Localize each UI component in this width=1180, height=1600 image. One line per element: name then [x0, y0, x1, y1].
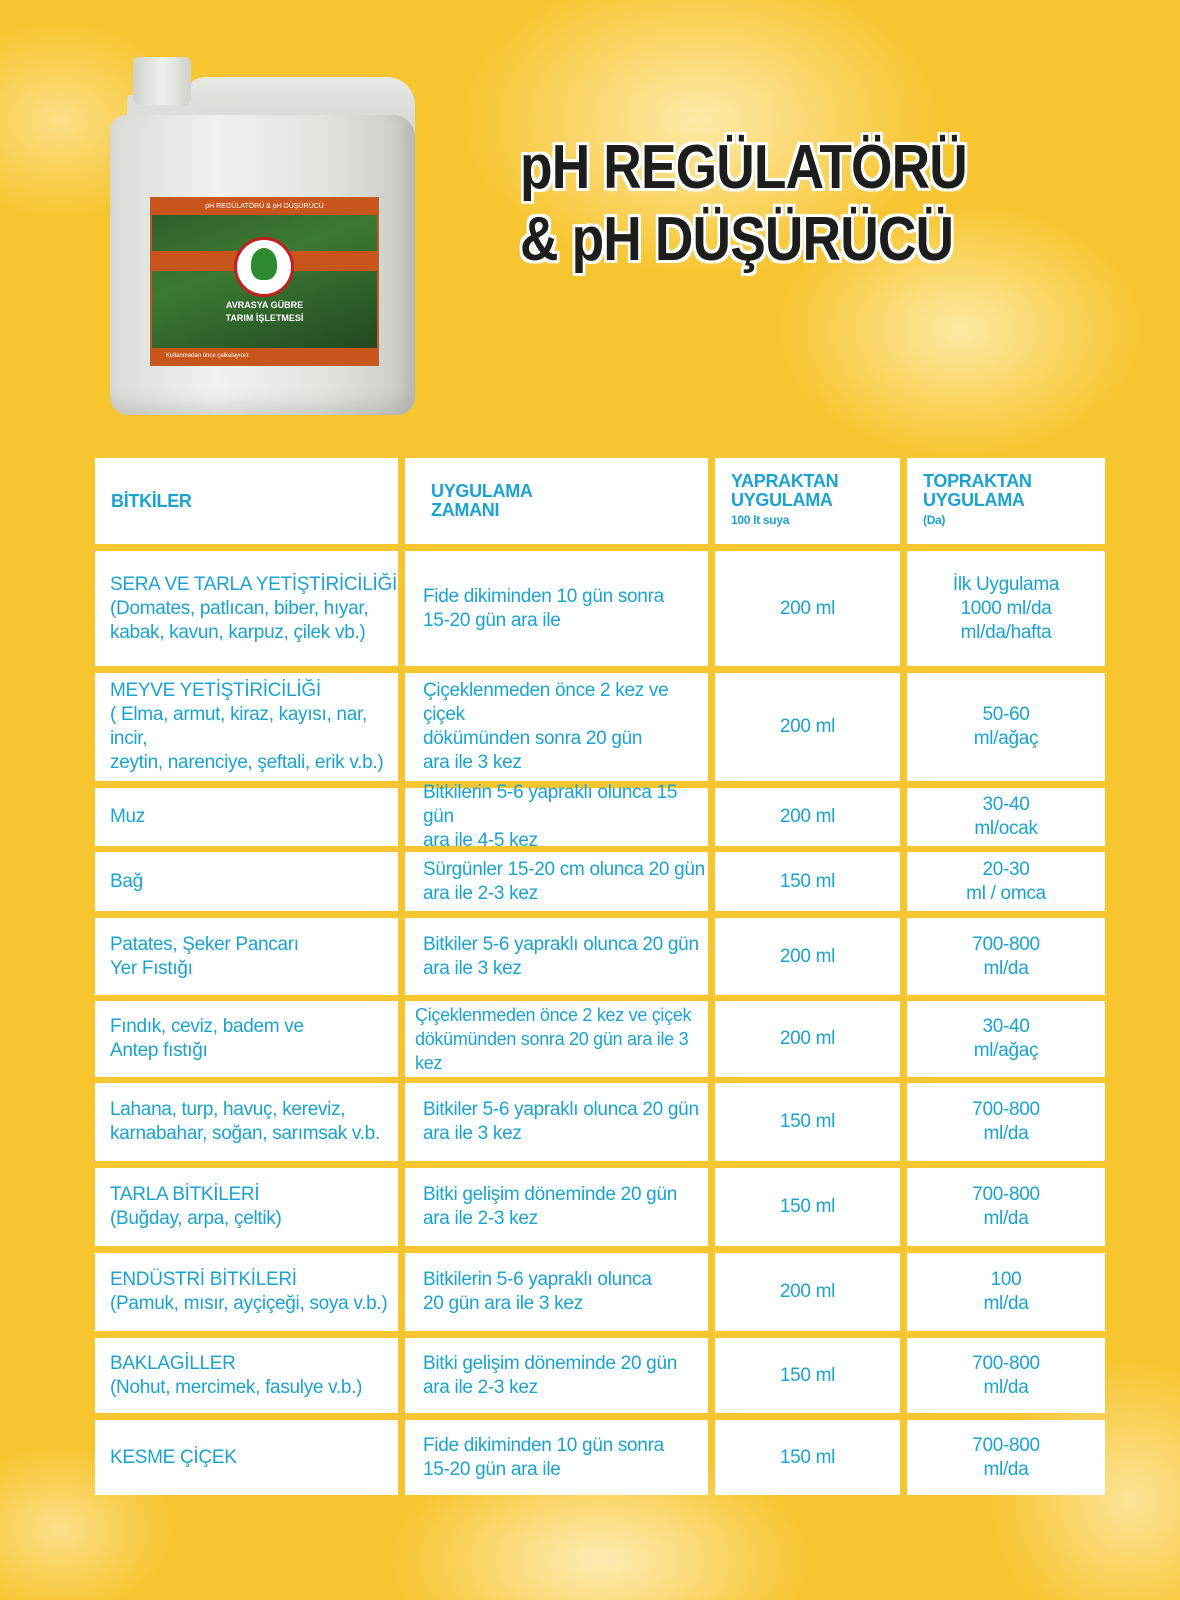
product-label [150, 197, 379, 366]
cell-plants-text: BAKLAGİLLER (Nohut, mercimek, fasulye v.b.) [110, 1352, 363, 1398]
product-jerrycan-image [105, 55, 425, 415]
cell-soil [907, 1420, 1105, 1495]
cell-timing [405, 551, 708, 666]
cell-foliar-text: 200 ml [779, 597, 836, 619]
cell-soil-text: 30-40 ml/ağaç [973, 1016, 1039, 1061]
cell-timing [405, 673, 708, 781]
cell-plants-text: Muz [110, 806, 145, 827]
cell-timing-text: Bitkiler 5-6 yapraklı olunca 20 gün ara ile 3 kez [423, 933, 699, 979]
title-line-1: pH REGÜLATÖRÜ [520, 133, 967, 202]
cell-timing-text: Bitkiler 5-6 yapraklı olunca 20 gün ara ile 3 kez [423, 1099, 699, 1144]
cell-soil-text: 30-40 ml/ocak [974, 794, 1038, 839]
cell-plants [95, 852, 398, 911]
table-row [95, 1168, 1105, 1246]
table-header-row [95, 458, 1105, 544]
cell-plants-text: Lahana, turp, havuç, kereviz, karnabahar, soğan, sarımsak v.b. [110, 1099, 380, 1144]
cell-plants [95, 918, 398, 995]
cell-plants-text: Fındık, ceviz, badem ve Antep fıstığı [110, 1016, 304, 1061]
header-timing: UYGULAMA ZAMANI [405, 458, 708, 544]
header-plants: BİTKİLER [95, 458, 398, 544]
title-line-2: & pH DÜŞÜRÜCÜ [520, 205, 954, 274]
cell-plants [95, 1338, 398, 1413]
cell-plants [95, 1420, 398, 1495]
page-title [520, 132, 1002, 276]
header-foliar-sub: 100 lt suya [731, 513, 790, 527]
cell-soil-text: 20-30 ml / omca [966, 858, 1046, 904]
cell-foliar [715, 1168, 900, 1246]
cell-timing [405, 852, 708, 911]
cell-foliar [715, 852, 900, 911]
cell-soil [907, 788, 1105, 846]
label-top-text: pH REGÜLATÖRÜ & pH DÜŞÜRÜCÜ [152, 199, 377, 215]
cell-timing [405, 1420, 708, 1495]
cell-timing-text: Bitki gelişim döneminde 20 gün ara ile 2-3 kez [423, 1352, 677, 1398]
cell-timing-text: Çiçeklenmeden önce 2 kez ve çiçek dökümünden sonra 20 gün ara ile 3 kez [415, 1005, 692, 1073]
table-row [95, 1001, 1105, 1077]
cell-timing-text: Sürgünler 15-20 cm olunca 20 gün ara ile 2-3 kez [423, 858, 705, 904]
cell-plants [95, 1001, 398, 1077]
cell-timing-text: Fide dikiminden 10 gün sonra 15-20 gün ara ile [423, 585, 664, 631]
cell-plants-text: Bağ [110, 870, 143, 892]
cell-timing-text: Çiçeklenmeden önce 2 kez ve çiçek dökümünden sonra 20 gün ara ile 3 kez [423, 680, 669, 773]
cell-soil-text: 700-800 ml/da [972, 1184, 1040, 1229]
cell-plants-text: TARLA BİTKİLERİ (Buğday, arpa, çeltik) [110, 1184, 282, 1229]
brand-logo-icon [234, 237, 294, 297]
cell-foliar [715, 551, 900, 666]
cell-soil [907, 1083, 1105, 1161]
table-row [95, 918, 1105, 995]
header-soil: TOPRAKTAN UYGULAMA (Da) [907, 458, 1105, 544]
table-row [95, 1420, 1105, 1495]
table-row [95, 1338, 1105, 1413]
label-brand-line1: AVRASYA GÜBRE [225, 300, 304, 310]
table-row [95, 782, 1105, 851]
label-brand-line2: TARIM İŞLETMESİ [225, 313, 304, 323]
cell-foliar [715, 1083, 900, 1161]
cell-foliar [715, 918, 900, 995]
cell-foliar [715, 1338, 900, 1413]
cell-soil [907, 852, 1105, 911]
cell-plants-text: ENDÜSTRİ BİTKİLERİ (Pamuk, mısır, ayçiçeği, soya v.b.) [110, 1269, 388, 1314]
cell-soil [907, 551, 1105, 666]
table-row [95, 852, 1105, 911]
cell-soil [907, 1168, 1105, 1246]
cell-plants [95, 551, 398, 666]
cell-soil-text: İlk Uygulama 1000 ml/da ml/da/hafta [952, 573, 1060, 643]
cell-foliar [715, 1420, 900, 1495]
cell-timing [405, 1001, 708, 1077]
cell-foliar [715, 788, 900, 846]
header-soil-sub: (Da) [923, 513, 946, 527]
cell-soil-text: 700-800 ml/da [972, 1099, 1040, 1144]
cell-plants-text: Patates, Şeker Pancarı Yer Fıstığı [110, 933, 299, 979]
cell-timing-text: Bitki gelişim döneminde 20 gün ara ile 2-3 kez [423, 1184, 677, 1229]
cell-foliar-text: 150 ml [779, 1111, 836, 1132]
cell-timing-text: Fide dikiminden 10 gün sonra 15-20 gün ara ile [423, 1434, 664, 1480]
cell-timing-text: Bitkilerin 5-6 yapraklı olunca 20 gün ara ile 3 kez [423, 1269, 652, 1314]
cell-soil-text: 50-60 ml/ağaç [973, 704, 1039, 749]
cell-foliar-text: 150 ml [779, 1446, 836, 1468]
cell-timing [405, 782, 708, 851]
cell-foliar-text: 200 ml [779, 1281, 836, 1302]
cell-timing [405, 1168, 708, 1246]
cell-plants-text: KESME ÇİÇEK [110, 1446, 237, 1468]
cell-plants [95, 1253, 398, 1331]
cell-foliar [715, 673, 900, 781]
cell-timing-text: Bitkilerin 5-6 yapraklı olunca 15 gün ara ile 4-5 kez [423, 782, 678, 851]
cell-foliar-text: 150 ml [779, 1196, 836, 1217]
cell-foliar-text: 200 ml [779, 1028, 836, 1049]
cell-plants-text: MEYVE YETİŞTİRİCİLİĞİ ( Elma, armut, kiraz, kayısı, nar, incir, zeytin, narenciye, şeftali, erik v.b.) [110, 680, 384, 773]
cell-plants [95, 1083, 398, 1161]
cell-plants-text: SERA VE TARLA YETİŞTİRİCİLİĞİ (Domates, patlıcan, biber, hıyar, kabak, kavun, karpuz, çilek vb.) [110, 573, 397, 643]
cell-soil-text: 700-800 ml/da [972, 1352, 1040, 1398]
header-foliar: YAPRAKTAN UYGULAMA 100 lt suya [715, 458, 900, 544]
table-row [95, 1253, 1105, 1331]
cell-plants [95, 788, 398, 846]
cell-foliar-text: 200 ml [779, 806, 836, 827]
cell-foliar [715, 1001, 900, 1077]
cell-timing [405, 918, 708, 995]
cell-soil [907, 1001, 1105, 1077]
cell-timing [405, 1338, 708, 1413]
cell-soil [907, 1338, 1105, 1413]
cell-soil-text: 700-800 ml/da [972, 1434, 1040, 1480]
cell-foliar-text: 150 ml [779, 870, 836, 892]
cell-soil-text: 100 ml/da [983, 1269, 1029, 1314]
cell-soil-text: 700-800 ml/da [972, 933, 1040, 979]
cell-timing [405, 1253, 708, 1331]
cell-soil [907, 1253, 1105, 1331]
cell-foliar-text: 150 ml [779, 1364, 836, 1386]
cell-foliar-text: 200 ml [779, 716, 836, 737]
can-cap [133, 57, 191, 105]
cell-soil [907, 673, 1105, 781]
label-brand-name [152, 299, 377, 325]
cell-foliar-text: 200 ml [779, 945, 836, 967]
cell-foliar [715, 1253, 900, 1331]
table-row [95, 673, 1105, 781]
cell-timing [405, 1083, 708, 1161]
table-row [95, 551, 1105, 666]
cell-plants [95, 673, 398, 781]
cell-soil [907, 918, 1105, 995]
table-row [95, 1083, 1105, 1161]
cell-plants [95, 1168, 398, 1246]
label-bottom-text: Kullanmadan önce çalkalayınız [152, 348, 377, 364]
